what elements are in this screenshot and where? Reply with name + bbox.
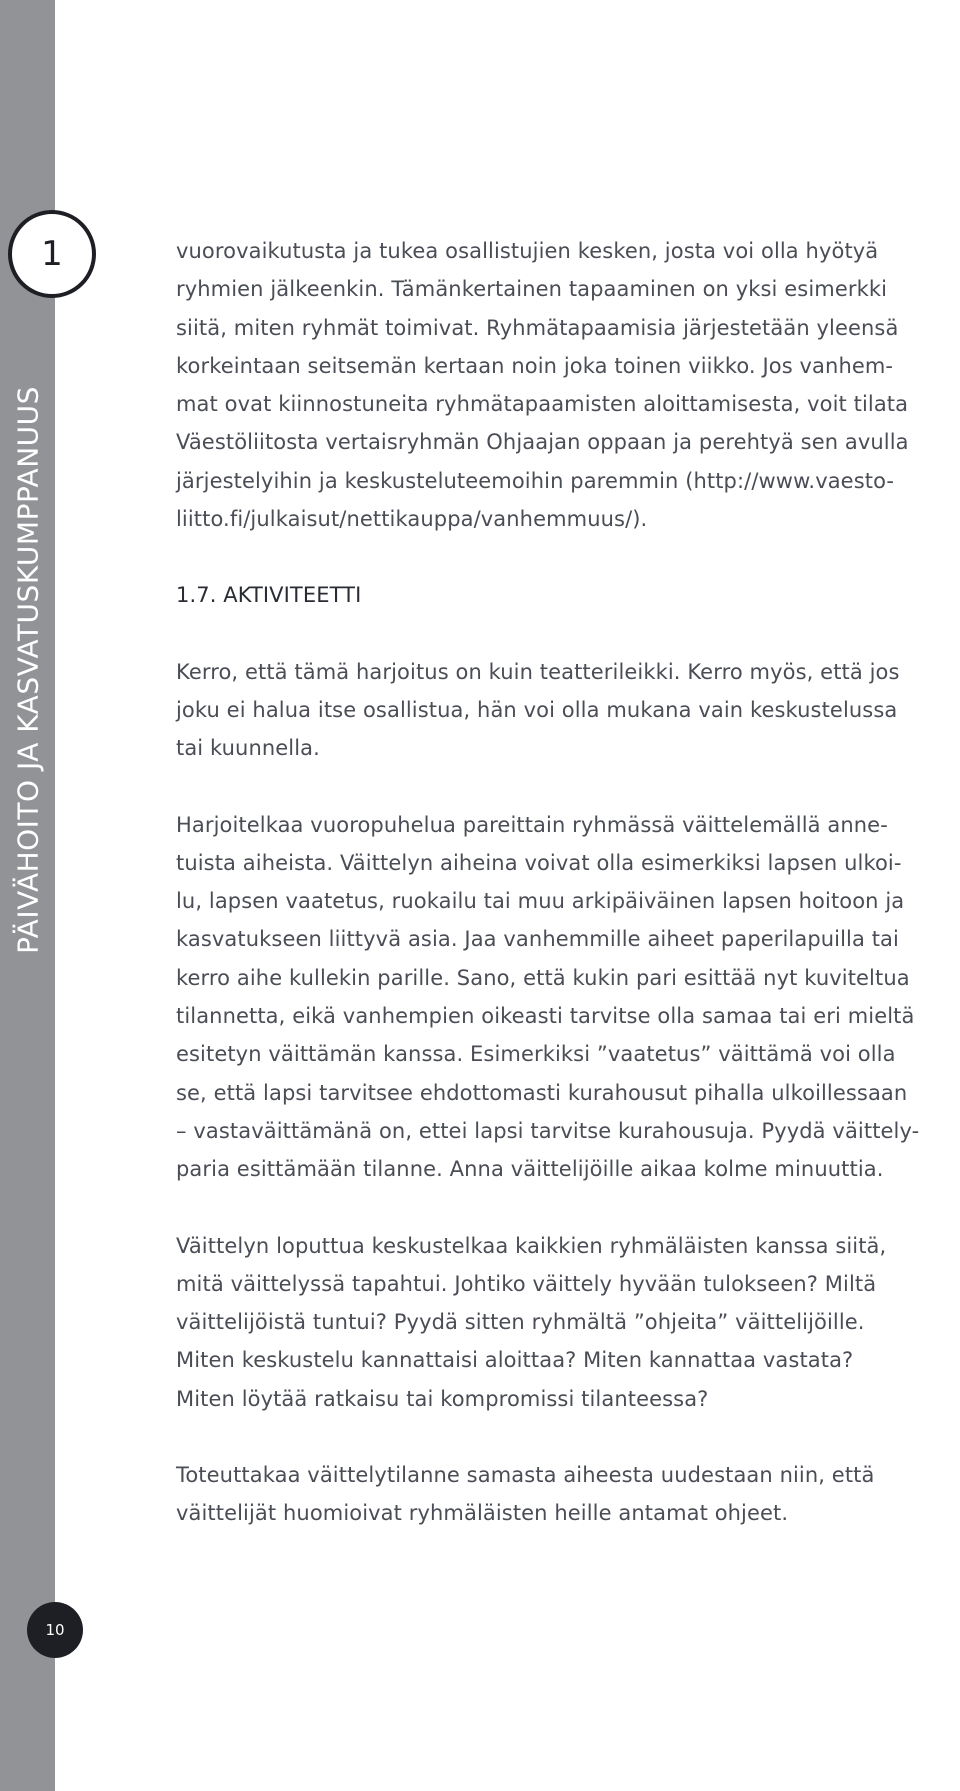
text-line: se, että lapsi tarvitsee ehdottomasti kurahousut pihalla ulkoillessaan bbox=[176, 1080, 908, 1105]
text-line: vuorovaikutusta ja tukea osallistujien kesken, josta voi olla hyötyä bbox=[176, 239, 879, 263]
text-line: mitä väittelyssä tapahtui. Johtiko väittely hyvään tulokseen? Miltä bbox=[176, 1271, 877, 1296]
text-line: väittelijöistä tuntui? Pyydä sitten ryhmältä ”ohjeita” väittelijöille. bbox=[176, 1310, 865, 1335]
closing-paragraph bbox=[176, 1456, 956, 1533]
page-content bbox=[176, 232, 956, 1533]
text-line: järjestelyihin ja keskusteluteemoihin paremmin (http://www.vaesto- bbox=[176, 468, 895, 493]
section-heading: 1.7. AKTIVITEETTI bbox=[176, 583, 362, 608]
text-line: lu, lapsen vaatetus, ruokailu tai muu arkipäiväinen lapsen hoitoon ja bbox=[176, 889, 905, 914]
text-line: Harjoitelkaa vuoropuhelua pareittain ryhmässä väittelemällä anne- bbox=[176, 812, 888, 837]
text-line: Miten keskustelu kannattaisi aloittaa? Miten kannattaa vastata? bbox=[176, 1348, 854, 1373]
exercise-paragraph bbox=[176, 806, 956, 1189]
text-line: siitä, miten ryhmät toimivat. Ryhmätapaamisia järjestetään yleensä bbox=[176, 315, 899, 340]
intro-paragraph bbox=[176, 232, 956, 538]
text-line: ryhmien jälkeenkin. Tämänkertainen tapaaminen on yksi esimerkki bbox=[176, 277, 888, 302]
text-line: tai kuunnella. bbox=[176, 736, 320, 761]
text-line: Toteuttakaa väittelytilanne samasta aiheesta uudestaan niin, että bbox=[176, 1463, 875, 1488]
chapter-number-badge: 1 bbox=[8, 210, 96, 298]
text-line: Kerro, että tämä harjoitus on kuin teatterileikki. Kerro myös, että jos bbox=[176, 659, 900, 684]
text-line: kasvatukseen liittyvä asia. Jaa vanhemmille aiheet paperilapuilla tai bbox=[176, 927, 899, 952]
text-line: joku ei halua itse osallistua, hän voi olla mukana vain keskustelussa bbox=[176, 697, 898, 722]
text-line: väittelijät huomioivat ryhmäläisten heille antamat ohjeet. bbox=[176, 1501, 789, 1526]
text-line: paria esittämään tilanne. Anna väittelijöille aikaa kolme minuuttia. bbox=[176, 1157, 884, 1182]
text-line: korkeintaan seitsemän kertaan noin joka toinen viikko. Jos vanhem- bbox=[176, 353, 894, 378]
text-line: esitetyn väittämän kanssa. Esimerkiksi ”vaatetus” väittämä voi olla bbox=[176, 1042, 896, 1067]
text-line: Miten löytää ratkaisu tai kompromissi tilanteessa? bbox=[176, 1386, 709, 1411]
text-line: tilannetta, eikä vanhempien oikeasti tarvitse olla samaa tai eri mieltä bbox=[176, 1004, 915, 1029]
text-line: kerro aihe kullekin parille. Sano, että kukin pari esittää nyt kuviteltua bbox=[176, 965, 910, 990]
text-line: Väittelyn loputtua keskustelkaa kaikkien ryhmäläisten kanssa siitä, bbox=[176, 1233, 887, 1258]
page-number-badge: 10 bbox=[27, 1602, 83, 1658]
discussion-paragraph bbox=[176, 1227, 956, 1418]
text-line: tuista aiheista. Väittelyn aiheina voivat olla esimerkiksi lapsen ulkoi- bbox=[176, 850, 902, 875]
section-title: PÄIVÄHOITO JA KASVATUSKUMPPANUUS bbox=[11, 386, 45, 954]
text-line: – vastaväittämänä on, ettei lapsi tarvitse kurahousuja. Pyydä väittely- bbox=[176, 1118, 920, 1143]
text-line: Väestöliitosta vertaisryhmän Ohjaajan oppaan ja perehtyä sen avulla bbox=[176, 430, 909, 455]
instruction-paragraph bbox=[176, 653, 956, 768]
text-line: liitto.fi/julkaisut/nettikauppa/vanhemmuus/). bbox=[176, 507, 648, 532]
text-line: mat ovat kiinnostuneita ryhmätapaamisten aloittamisesta, voit tilata bbox=[176, 392, 909, 417]
